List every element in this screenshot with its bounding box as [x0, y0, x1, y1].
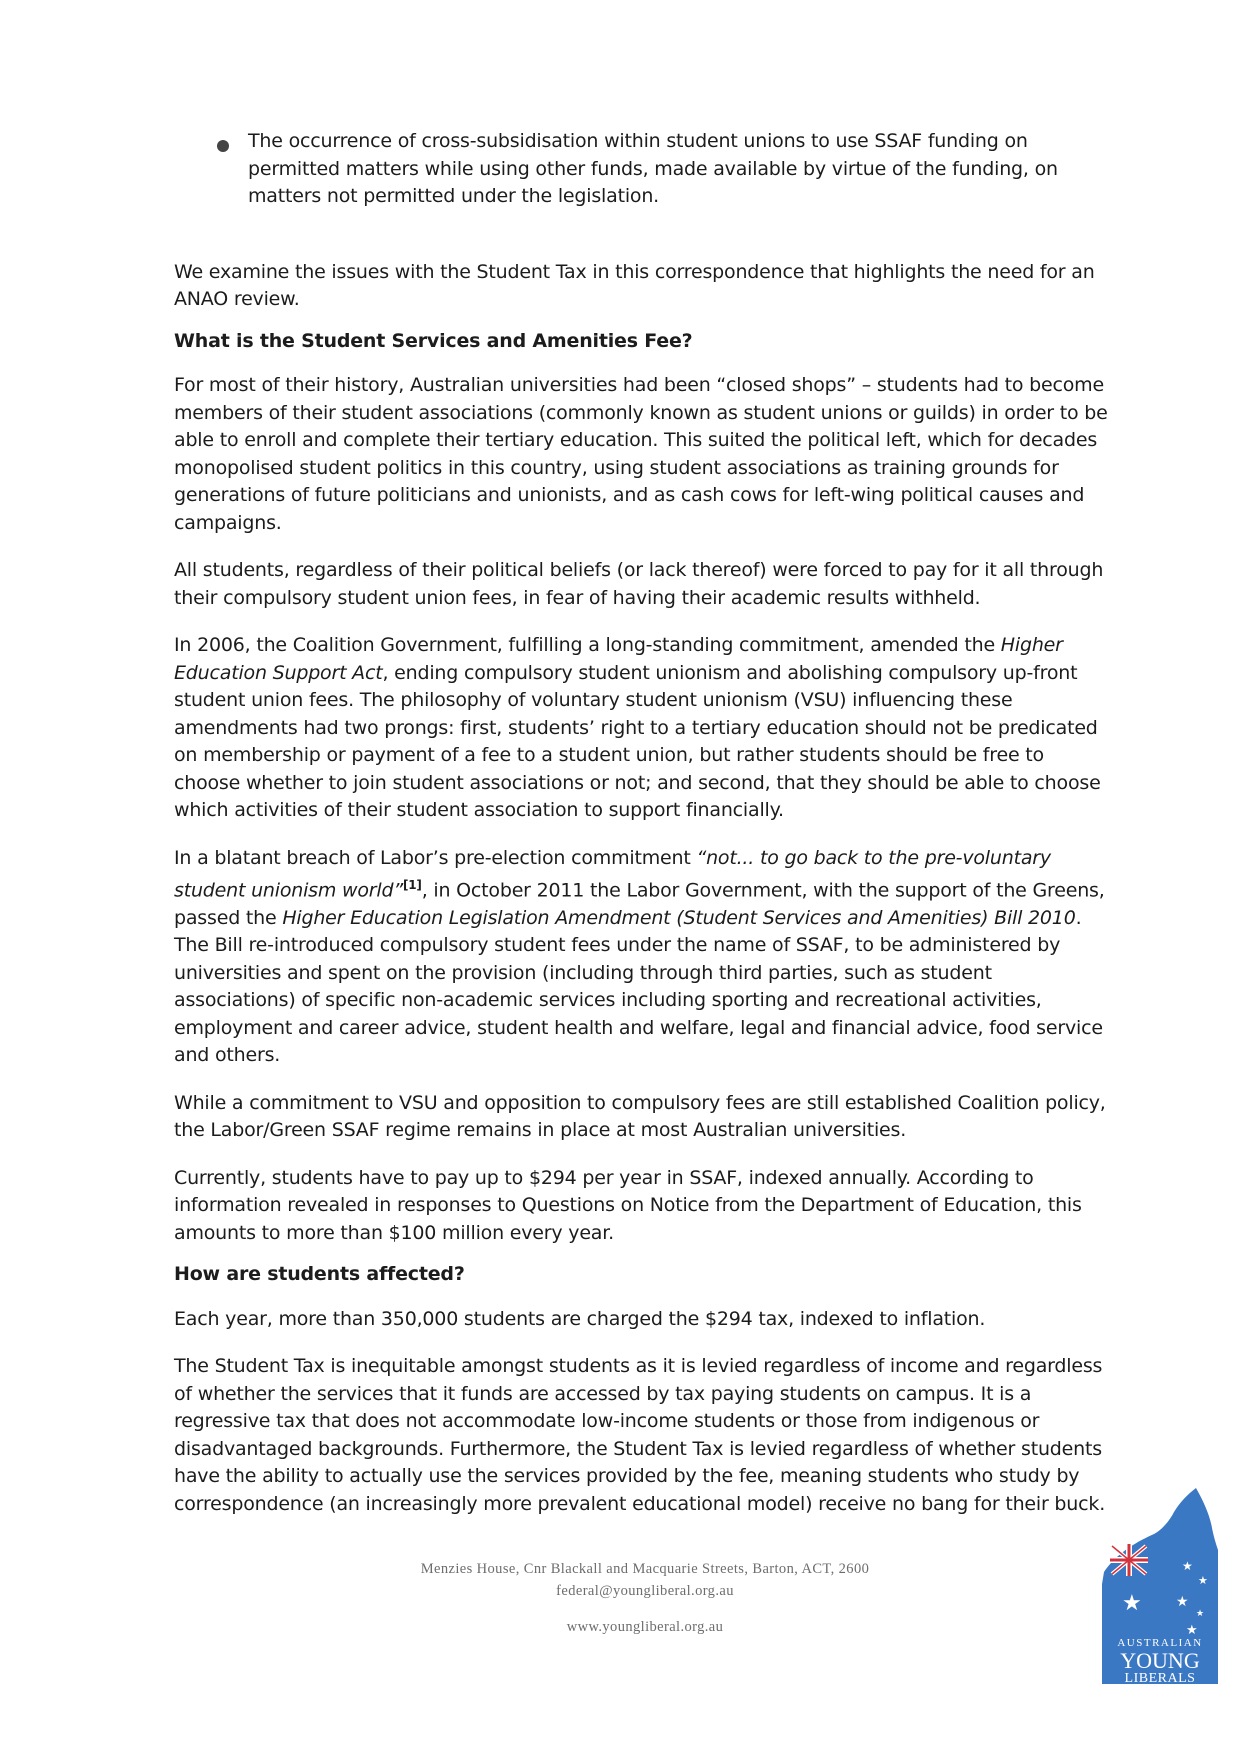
- paragraph-breach-text-middle: , in October 2011 the Labor Government, with the support of the Greens, passed the: [174, 879, 1105, 929]
- paragraph-labor-breach: [174, 845, 1110, 1070]
- paragraph-2006-text-after: , ending compulsory student unionism and abolishing compulsory up-front student union fees. The philosophy of voluntary student unionism (VSU) influencing these amendments had two prongs: first, students’ right to a tertiary education should not be predicated on membership or payment of a fee to a student union, but rather students should be free to choose whether to join student associations or not; and second, that they should be able to choose which activities of their student association to support financially.: [174, 661, 1101, 821]
- paragraph-vsu-policy: While a commitment to VSU and opposition to compulsory fees are still established Coalition policy, the Labor/Green SSAF regime remains in place at most Australian universities.: [174, 1091, 1106, 1142]
- footer-email: federal@youngliberal.org.au: [556, 1583, 734, 1599]
- paragraph-2006-text-before: In 2006, the Coalition Government, fulfilling a long-standing commitment, amended the: [174, 634, 1001, 656]
- bill-title: Higher Education Legislation Amendment (Student Services and Amenities) Bill 2010: [282, 906, 1076, 929]
- bullet-dot-icon: [217, 140, 229, 152]
- svg-text:★: ★: [1176, 1594, 1189, 1610]
- heading-students-affected: How are students affected?: [174, 1263, 465, 1286]
- svg-text:★: ★: [1196, 1609, 1205, 1619]
- bullet-item-text: The occurrence of cross-subsidisation within student unions to use SSAF funding on permitted matters while using other funds, made available by virtue of the funding, on matters not permitted under the legislation.: [248, 130, 1058, 207]
- paragraph-all-students: All students, regardless of their political beliefs (or lack thereof) were forced to pay for it all through their compulsory student union fees, in fear of having their academic results withheld.: [174, 559, 1104, 609]
- paragraph-closed-shops: For most of their history, Australian universities had been “closed shops” – students had to become members of their student associations (commonly known as student unions or guilds) in order to be able to enroll and complete their tertiary education. This suited the political left, which for decades monopolised student politics in this country, using student associations as training grounds for generations of future politicians and unionists, and as cash cows for left-wing political causes and campaigns.: [174, 374, 1108, 534]
- paragraph-2006-amendment: [174, 632, 1110, 825]
- act-title: Higher Education Support Act: [174, 634, 1063, 684]
- paragraph-inequitable: The Student Tax is inequitable amongst students as it is levied regardless of income and regardless of whether the services that it funds are accessed by tax paying students on campus. It is a regressive tax that does not accommodate low-income students or those from indigenous or disadvantaged backgrounds. Furthermore, the Student Tax is levied regardless of whether students have the ability to actually use the services provided by the fee, meaning students who study by correspondence (an increasingly more prevalent educational model) receive no bang for their buck.: [174, 1355, 1106, 1515]
- letter-footer: [300, 1558, 990, 1638]
- footnote-reference: [1]: [403, 878, 422, 892]
- australian-young-liberals-logo: [1100, 1488, 1220, 1684]
- footer-address: Menzies House, Cnr Blackall and Macquarie Streets, Barton, ACT, 2600: [420, 1561, 870, 1577]
- footer-website: www.youngliberal.org.au: [566, 1619, 724, 1635]
- logo-line-liberals: LIBERALS: [1124, 1671, 1196, 1684]
- paragraph-each-year: Each year, more than 350,000 students are charged the $294 tax, indexed to inflation.: [174, 1307, 986, 1330]
- logo-emblem-icon: [1100, 1488, 1220, 1684]
- bullet-item: [174, 128, 1110, 211]
- svg-text:★: ★: [1186, 1623, 1198, 1638]
- logo-flag-canton: [1110, 1544, 1148, 1576]
- svg-text:★: ★: [1198, 1574, 1208, 1587]
- letter-body: [174, 128, 1110, 1518]
- svg-text:★: ★: [1182, 1559, 1193, 1573]
- paragraph-breach-text-before: In a blatant breach of Labor’s pre-election commitment: [174, 846, 697, 869]
- pre-election-quote: “not... to go back to the pre-voluntary student unionism world”: [174, 846, 1051, 902]
- paragraph-currently: Currently, students have to pay up to $294 per year in SSAF, indexed annually. According to information revealed in responses to Questions on Notice from the Department of Education, this amounts to more than $100 million every year.: [174, 1166, 1082, 1244]
- heading-ssaf: What is the Student Services and Amenities Fee?: [174, 329, 693, 352]
- logo-line-australian: AUSTRALIAN: [1117, 1637, 1203, 1649]
- svg-text:★: ★: [1122, 1591, 1142, 1616]
- paragraph-breach-text-after: . The Bill re-introduced compulsory student fees under the name of SSAF, to be administered by universities and spent on the provision (including through third parties, such as student associations) of specific non-academic services including sporting and recreational activities, employment and career advice, student health and welfare, legal and financial advice, food service and others.: [174, 906, 1103, 1067]
- intro-paragraph: We examine the issues with the Student Tax in this correspondence that highlights the need for an ANAO review.: [174, 260, 1095, 310]
- logo-line-young: YOUNG: [1120, 1648, 1200, 1673]
